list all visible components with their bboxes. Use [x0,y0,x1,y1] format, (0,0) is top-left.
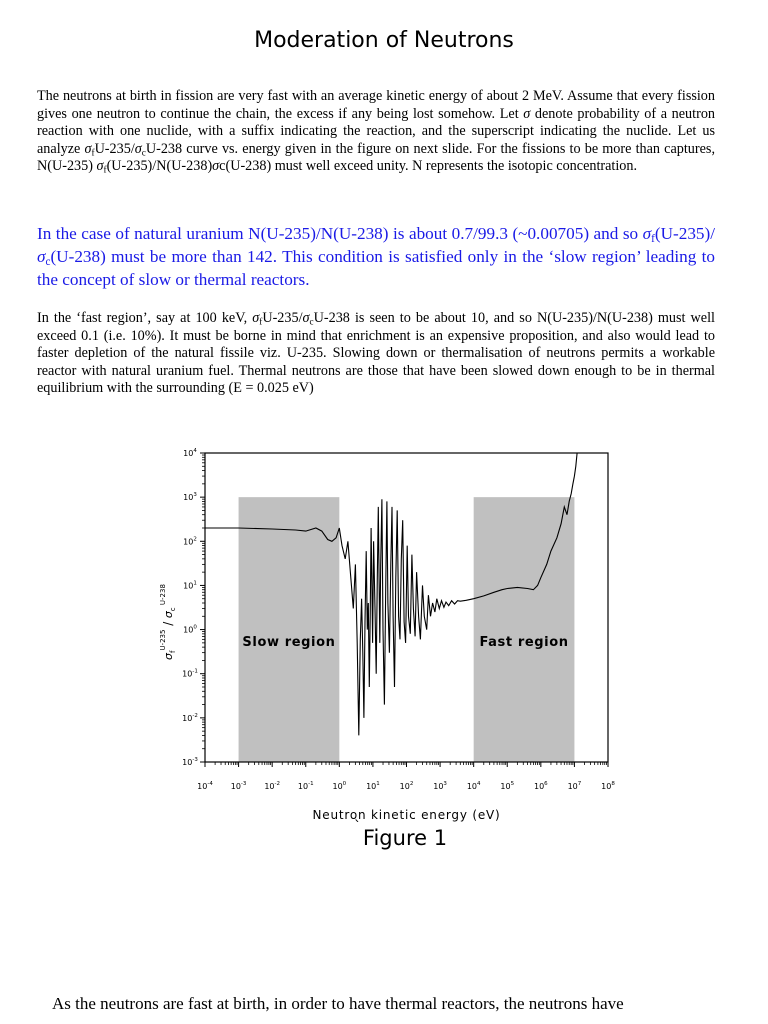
text-run: In the ‘fast region’, say at 100 keV, [37,310,253,326]
subscript: c [45,255,51,268]
x-tick-label: $10^{-3}$ [230,781,247,791]
subscript: f [259,316,263,327]
region-band [239,497,340,762]
x-tick-label: $10^8$ [601,781,615,791]
y-tick-label: $10^{-3}$ [182,757,198,767]
y-tick-label: $10^{-1}$ [182,668,198,679]
x-tick-label: $10^2$ [399,781,414,791]
subscript: c [309,316,314,327]
y-axis-label: $\sigma_f^{U-235} / \sigma_c$ $^{U-238}$ [159,584,177,660]
page-title: Moderation of Neutrons [254,28,514,53]
x-tick-label: $10^{-4}$ [197,781,213,791]
x-axis-label: Neutron kinetic energy (eV) [312,808,501,822]
subscript: f [651,232,655,245]
y-tick-label: $10^2$ [183,536,197,547]
sigma-symbol: σ [96,158,104,175]
y-tick-label: $10^{-2}$ [182,712,198,723]
text-run: denote probability of a neutron reaction with one nuclide, with a suffix indicating the reaction, and the superscript indicating the nuclide. Let us analyze [37,105,716,157]
region-label: Slow region [242,635,336,650]
y-tick-label: $10^3$ [183,492,197,503]
x-tick-label: $10^5$ [500,781,515,791]
x-tick-label: $10^7$ [567,781,582,791]
subscript: f [91,147,95,158]
x-tick-label: $10^4$ [466,781,481,791]
sigma-symbol: σ [134,140,142,157]
sigma-symbol: σ [84,140,92,157]
subscript: c [141,147,146,158]
text-run: U-238 is seen to be about 10, and so N(U-235)/N(U-238) must well exceed 0.1 (i.e. 10%). It must be borne in mind that enrichment is an expensive proposition, and also would lead to faster depletion of the natural fissile viz. U-235. Slowing down or thermalisation of neutrons permits a workable reactor with natural uranium fuel. Thermal neutrons are those that have been slowed down enough to be in thermal equilibrium with the surrounding (E = 0.025 eV) [37,310,715,397]
sigma-symbol: σ [523,105,531,122]
y-tick-label: $10^1$ [183,580,197,591]
text-run: U-235/ [262,310,303,326]
subscript: f [103,164,107,175]
text-run: c(U-238) must well exceed unity. N represents the isotopic concentration. [219,158,638,175]
x-tick-label: $10^3$ [433,781,447,791]
x-tick-label: $10^6$ [533,781,548,791]
text-run: (U-235)/N(U-238) [106,158,213,175]
sigma-symbol: σ [37,247,46,266]
text-run: U-238 curve vs. energy given in the figure on next slide. For the fissions to be more than captures, N(U-235) [37,140,715,175]
text-run: (U-238) must be more than 142. This condition is satisfied only in the ‘slow region’ leading to the concept of slow or thermal reactors. [37,247,715,289]
y-tick-label: $10^0$ [183,624,197,635]
x-tick-label: $10^0$ [332,781,347,791]
sigma-symbol: σ [252,310,260,326]
text-run: U-235/ [94,140,135,157]
sigma-symbol: σ [642,224,652,243]
figure-caption: Figure 1 [362,826,448,850]
region-label: Fast region [479,635,569,650]
x-tick-label: $10^1$ [366,781,380,791]
x-tick-label: $10^{-1}$ [297,781,314,791]
x-tick-label: $10^{-2}$ [264,781,281,791]
y-tick-label: $10^4$ [183,448,197,458]
stray-backtick: ` [354,819,361,835]
region-band [474,497,575,762]
sigma-symbol: σ [302,310,310,326]
closing-paragraph: As the neutrons are fast at birth, in order to have thermal reactors, the neutrons have [52,994,624,1013]
text-run: In the case of natural uranium N(U-235)/N(U-238) is about 0.7/99.3 (~0.00705) and so [37,224,643,243]
sigma-symbol: σ [212,158,220,175]
text-run: (U-235)/ [654,224,715,243]
text-run: The neutrons at birth in fission are very fast with an average kinetic energy of about 2 MeV. Assume that every fission gives one neutron to continue the chain, the excess if any being lost somehow. Let [37,88,715,122]
